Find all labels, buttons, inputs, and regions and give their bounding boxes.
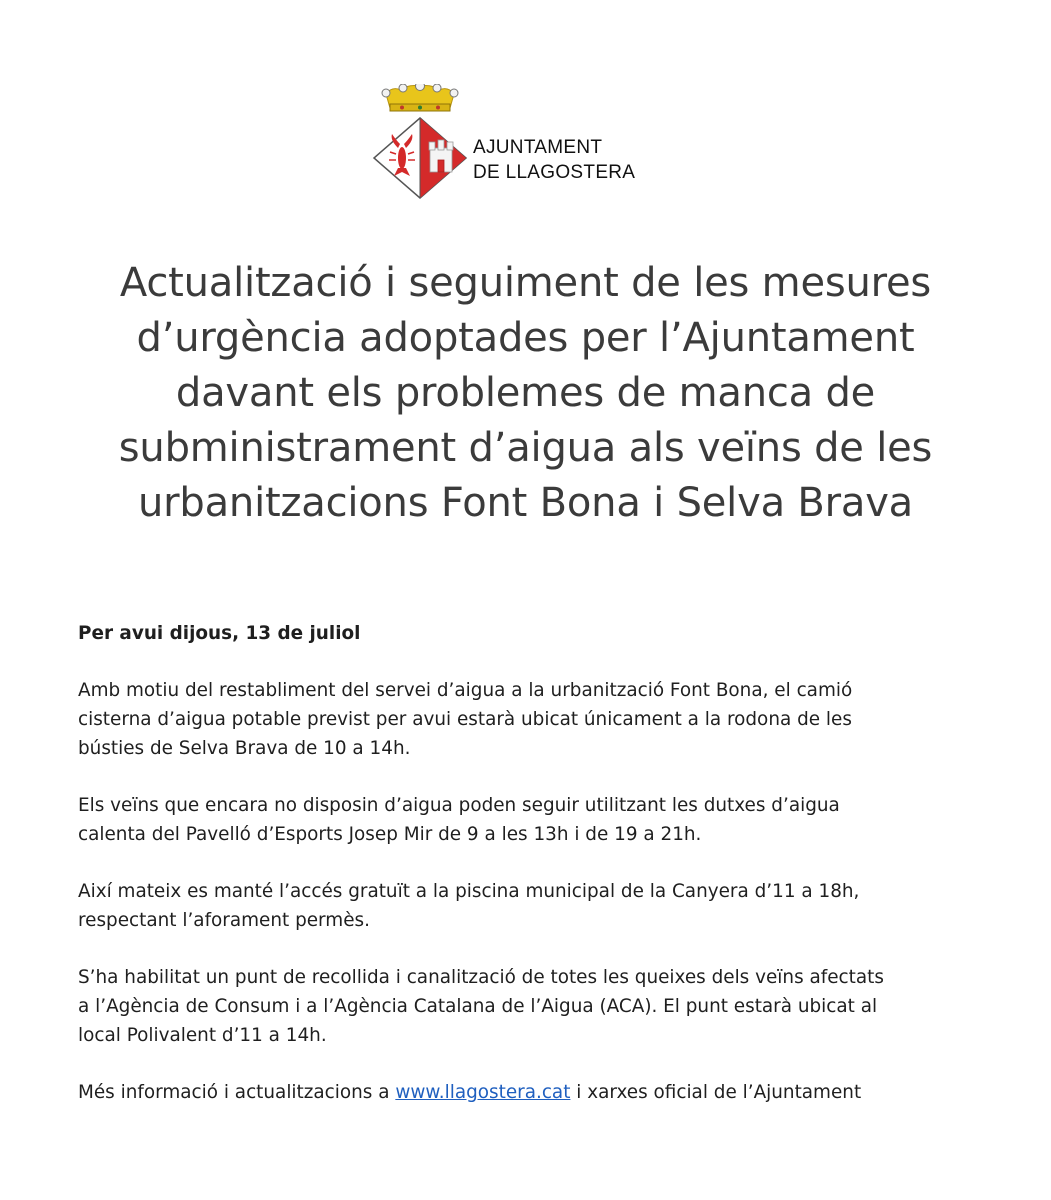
title-line: d’urgència adoptades per l’Ajuntament (136, 315, 915, 361)
organization-name (473, 135, 635, 185)
shield-icon (374, 118, 466, 198)
announcement-body (78, 619, 978, 1107)
paragraph-more-info (78, 1078, 978, 1107)
title-line: subministrament d’aigua als veïns de les (118, 425, 933, 471)
municipal-logo (372, 84, 652, 202)
more-info-suffix: i xarxes oficial de l’Ajuntament (570, 1082, 862, 1103)
website-link[interactable]: www.llagostera.cat (395, 1082, 571, 1103)
paragraph-line: Amb motiu del restabliment del servei d’aigua a la urbanització Font Bona, el camió (78, 680, 853, 701)
paragraph-line: bústies de Selva Brava de 10 a 14h. (78, 738, 411, 759)
paragraph-water-truck (78, 676, 978, 763)
paragraph-line: Els veïns que encara no disposin d’aigua poden seguir utilitzant les dutxes d’aigua (78, 795, 840, 816)
paragraph-showers (78, 791, 978, 849)
paragraph-line: S’ha habilitat un punt de recollida i canalització de totes les queixes dels veïns afectats (78, 967, 884, 988)
paragraph-line: cisterna d’aigua potable previst per avui estarà ubicat únicament a la rodona de les (78, 709, 852, 730)
paragraph-line: Així mateix es manté l’accés gratuït a la piscina municipal de la Canyera d’11 a 18h, (78, 881, 860, 902)
org-name-line-1: AJUNTAMENT (473, 137, 603, 158)
page-title (60, 256, 991, 531)
title-line: Actualització i seguiment de les mesures (119, 260, 932, 306)
paragraph-complaints (78, 963, 978, 1050)
paragraph-line: respectant l’aforament permès. (78, 910, 370, 931)
paragraph-line: a l’Agència de Consum i a l’Agència Catalana de l’Aigua (ACA). El punt estarà ubicat al (78, 996, 878, 1017)
paragraph-line: local Polivalent d’11 a 14h. (78, 1025, 327, 1046)
paragraph-pool (78, 877, 978, 935)
coat-of-arms-icon (372, 84, 468, 202)
crown-icon (382, 84, 458, 111)
paragraph-line: calenta del Pavelló d’Esports Josep Mir de 9 a les 13h i de 19 a 21h. (78, 824, 702, 845)
more-info-prefix: Més informació i actualitzacions a (78, 1082, 396, 1103)
title-line: urbanitzacions Font Bona i Selva Brava (138, 480, 913, 526)
date-heading: Per avui dijous, 13 de juliol (78, 623, 361, 644)
title-line: davant els problemes de manca de (175, 370, 876, 416)
org-name-line-2: DE LLAGOSTERA (473, 162, 636, 183)
